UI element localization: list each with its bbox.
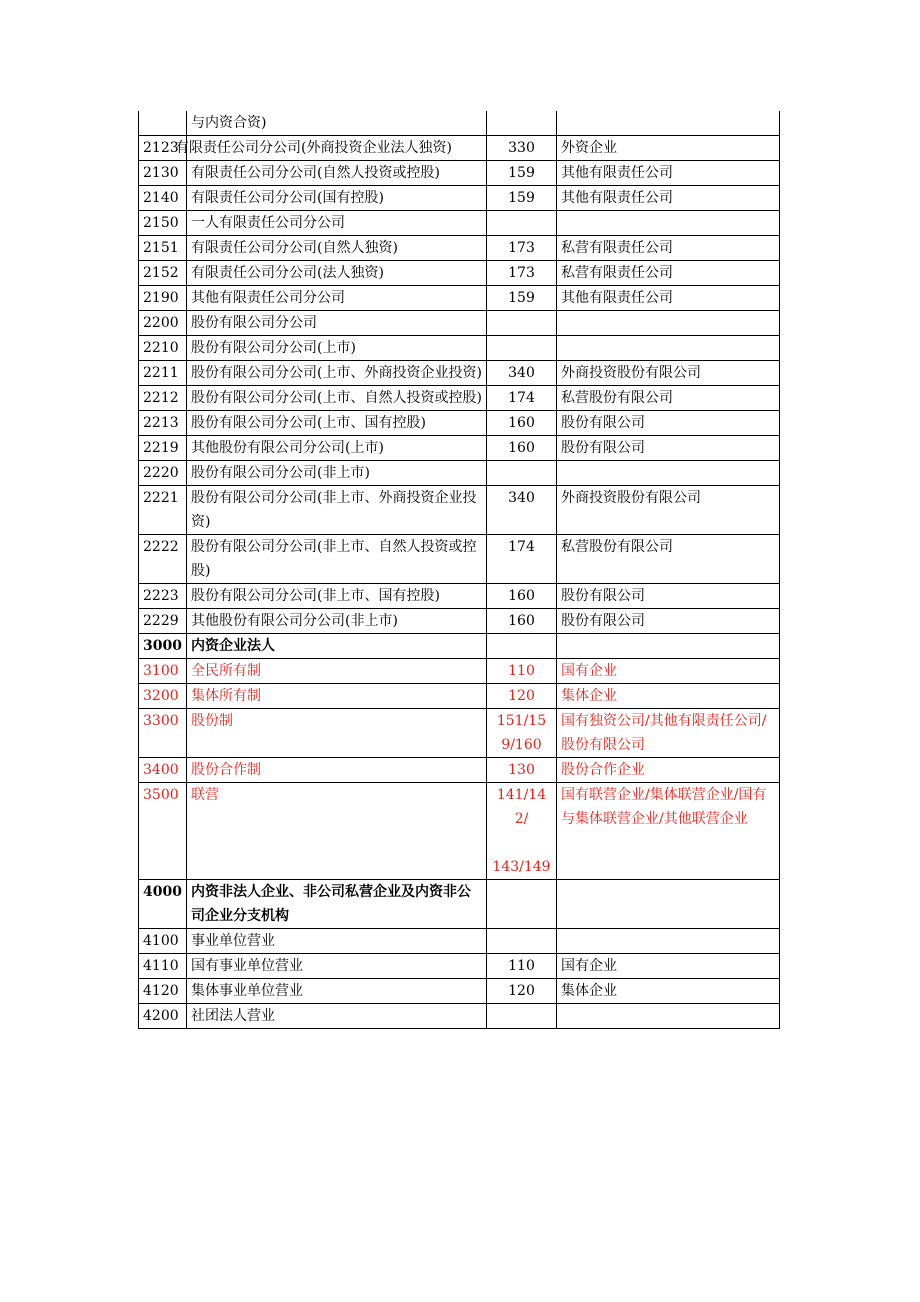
table-row: [139, 436, 780, 461]
table-row: [139, 311, 780, 336]
cell-category-code: 160: [487, 411, 557, 436]
cell-name: 集体所有制: [187, 684, 487, 709]
cell-enterprise-type: 股份有限公司: [557, 609, 780, 634]
table-row: [139, 186, 780, 211]
cell-code: 4200: [139, 1004, 187, 1029]
cell-code: [139, 111, 187, 136]
cell-code: 2229: [139, 609, 187, 634]
cell-name: 股份合作制: [187, 758, 487, 783]
cell-code: 3200: [139, 684, 187, 709]
cell-code: 2151: [139, 236, 187, 261]
cell-category-code: [487, 111, 557, 136]
cell-enterprise-type: 私营股份有限公司: [557, 535, 780, 584]
cell-category-code: 159: [487, 161, 557, 186]
cell-name: 股份有限公司分公司(上市): [187, 336, 487, 361]
table-row: [139, 979, 780, 1004]
cell-enterprise-type: 股份有限公司: [557, 584, 780, 609]
cell-code: 2210: [139, 336, 187, 361]
cell-name: 其他股份有限公司分公司(非上市): [187, 609, 487, 634]
table-row: [139, 361, 780, 386]
cell-enterprise-type: 其他有限责任公司: [557, 161, 780, 186]
cell-category-code: 160: [487, 584, 557, 609]
cell-name: 有限责任公司分公司(国有控股): [187, 186, 487, 211]
cell-enterprise-type: [557, 211, 780, 236]
table-body: [139, 111, 780, 1029]
cell-name: 全民所有制: [187, 659, 487, 684]
cell-category-code: 174: [487, 386, 557, 411]
cell-category-code: 110: [487, 659, 557, 684]
cell-enterprise-type: [557, 929, 780, 954]
cell-code: 3300: [139, 709, 187, 758]
cell-category-code: 130: [487, 758, 557, 783]
cell-code: 2213: [139, 411, 187, 436]
cell-category-code: 120: [487, 684, 557, 709]
table-row: [139, 929, 780, 954]
cell-category-code: 160: [487, 436, 557, 461]
table-row: [139, 584, 780, 609]
cell-code: 3100: [139, 659, 187, 684]
table-row: [139, 609, 780, 634]
cell-enterprise-type: [557, 461, 780, 486]
cell-category-code: 159: [487, 186, 557, 211]
table-row: [139, 261, 780, 286]
cell-code: 4110: [139, 954, 187, 979]
cell-category-code: 174: [487, 535, 557, 584]
cell-enterprise-type: 国有独资公司/其他有限责任公司/股份有限公司: [557, 709, 780, 758]
cell-category-code: [487, 1004, 557, 1029]
table-row: [139, 758, 780, 783]
cell-name: 内资非法人企业、非公司私营企业及内资非公司企业分支机构: [187, 880, 487, 929]
cell-code: 2200: [139, 311, 187, 336]
cell-code: 2150: [139, 211, 187, 236]
cell-name: 股份有限公司分公司: [187, 311, 487, 336]
cell-code: 2220: [139, 461, 187, 486]
cell-category-code: 160: [487, 609, 557, 634]
cell-category-code: [487, 634, 557, 659]
cell-code: 3000: [139, 634, 187, 659]
cell-name: 事业单位营业: [187, 929, 487, 954]
cell-category-code: [487, 880, 557, 929]
table-row: [139, 709, 780, 758]
cell-name: 有限责任公司分公司(外商投资企业法人独资): [187, 136, 487, 161]
cell-category-code: [487, 929, 557, 954]
cell-name: 股份有限公司分公司(上市、自然人投资或控股): [187, 386, 487, 411]
cell-enterprise-type: 国有企业: [557, 954, 780, 979]
cell-code: 2152: [139, 261, 187, 286]
cell-name: 有限责任公司分公司(法人独资): [187, 261, 487, 286]
cell-code: 2219: [139, 436, 187, 461]
table-row: [139, 411, 780, 436]
table-row: [139, 286, 780, 311]
cell-name: 股份有限公司分公司(上市、外商投资企业投资): [187, 361, 487, 386]
cell-category-code: 120: [487, 979, 557, 1004]
enterprise-type-code-table: [138, 111, 780, 1029]
cell-code: 2212: [139, 386, 187, 411]
cell-code: 4100: [139, 929, 187, 954]
cell-category-code: 110: [487, 954, 557, 979]
cell-name: 股份制: [187, 709, 487, 758]
cell-enterprise-type: 其他有限责任公司: [557, 186, 780, 211]
cell-code: 3400: [139, 758, 187, 783]
cell-enterprise-type: 其他有限责任公司: [557, 286, 780, 311]
cell-code: 4000: [139, 880, 187, 929]
cell-category-code: [487, 311, 557, 336]
cell-name: 股份有限公司分公司(非上市): [187, 461, 487, 486]
cell-category-code: 340: [487, 486, 557, 535]
cell-category-code: [487, 461, 557, 486]
cell-code: 2130: [139, 161, 187, 186]
cell-enterprise-type: 股份有限公司: [557, 436, 780, 461]
cell-enterprise-type: 集体企业: [557, 979, 780, 1004]
cell-category-code: 159: [487, 286, 557, 311]
cell-enterprise-type: 集体企业: [557, 684, 780, 709]
cell-name: 股份有限公司分公司(非上市、自然人投资或控股): [187, 535, 487, 584]
cell-name: 其他股份有限公司分公司(上市): [187, 436, 487, 461]
cell-name: 社团法人营业: [187, 1004, 487, 1029]
cell-name: 内资企业法人: [187, 634, 487, 659]
cell-enterprise-type: 私营有限责任公司: [557, 236, 780, 261]
cell-name: 国有事业单位营业: [187, 954, 487, 979]
cell-enterprise-type: [557, 336, 780, 361]
table-row: [139, 634, 780, 659]
table-row: [139, 336, 780, 361]
cell-category-code: 340: [487, 361, 557, 386]
cell-enterprise-type: 外资企业: [557, 136, 780, 161]
cell-name: 有限责任公司分公司(自然人投资或控股): [187, 161, 487, 186]
table-row: [139, 659, 780, 684]
cell-name: 集体事业单位营业: [187, 979, 487, 1004]
cell-name: 联营: [187, 783, 487, 880]
cell-enterprise-type: [557, 311, 780, 336]
cell-enterprise-type: [557, 634, 780, 659]
cell-enterprise-type: 国有企业: [557, 659, 780, 684]
table-row: [139, 136, 780, 161]
table-row: [139, 386, 780, 411]
cell-name: 股份有限公司分公司(上市、国有控股): [187, 411, 487, 436]
table-row: [139, 161, 780, 186]
cell-category-code: 141/142/ 143/149: [487, 783, 557, 880]
cell-name: 股份有限公司分公司(非上市、国有控股): [187, 584, 487, 609]
table-row: [139, 461, 780, 486]
cell-code: 3500: [139, 783, 187, 880]
table-row: [139, 486, 780, 535]
cell-category-code: 330: [487, 136, 557, 161]
table-row: [139, 211, 780, 236]
table-row: [139, 684, 780, 709]
cell-enterprise-type: 股份有限公司: [557, 411, 780, 436]
table-row: [139, 535, 780, 584]
table-row: [139, 880, 780, 929]
cell-code: 2222: [139, 535, 187, 584]
cell-enterprise-type: 股份合作企业: [557, 758, 780, 783]
cell-category-code: 173: [487, 261, 557, 286]
table-row: [139, 236, 780, 261]
cell-code: 4120: [139, 979, 187, 1004]
cell-enterprise-type: 外商投资股份有限公司: [557, 486, 780, 535]
table-row: [139, 783, 780, 880]
cell-code: 2211: [139, 361, 187, 386]
cell-code: 2123: [139, 136, 187, 161]
cell-code: 2223: [139, 584, 187, 609]
cell-name: 一人有限责任公司分公司: [187, 211, 487, 236]
cell-enterprise-type: [557, 880, 780, 929]
table-row: [139, 111, 780, 136]
cell-enterprise-type: [557, 1004, 780, 1029]
cell-name: 其他有限责任公司分公司: [187, 286, 487, 311]
cell-code: 2190: [139, 286, 187, 311]
cell-enterprise-type: [557, 111, 780, 136]
cell-enterprise-type: 国有联营企业/集体联营企业/国有与集体联营企业/其他联营企业: [557, 783, 780, 880]
table-row: [139, 1004, 780, 1029]
cell-category-code: [487, 336, 557, 361]
cell-enterprise-type: 私营有限责任公司: [557, 261, 780, 286]
cell-name: 股份有限公司分公司(非上市、外商投资企业投资): [187, 486, 487, 535]
cell-enterprise-type: 私营股份有限公司: [557, 386, 780, 411]
cell-name: 与内资合资): [187, 111, 487, 136]
cell-category-code: 173: [487, 236, 557, 261]
cell-category-code: [487, 211, 557, 236]
cell-code: 2221: [139, 486, 187, 535]
table-row: [139, 954, 780, 979]
cell-enterprise-type: 外商投资股份有限公司: [557, 361, 780, 386]
cell-category-code: 151/159/160: [487, 709, 557, 758]
cell-code: 2140: [139, 186, 187, 211]
cell-name: 有限责任公司分公司(自然人独资): [187, 236, 487, 261]
